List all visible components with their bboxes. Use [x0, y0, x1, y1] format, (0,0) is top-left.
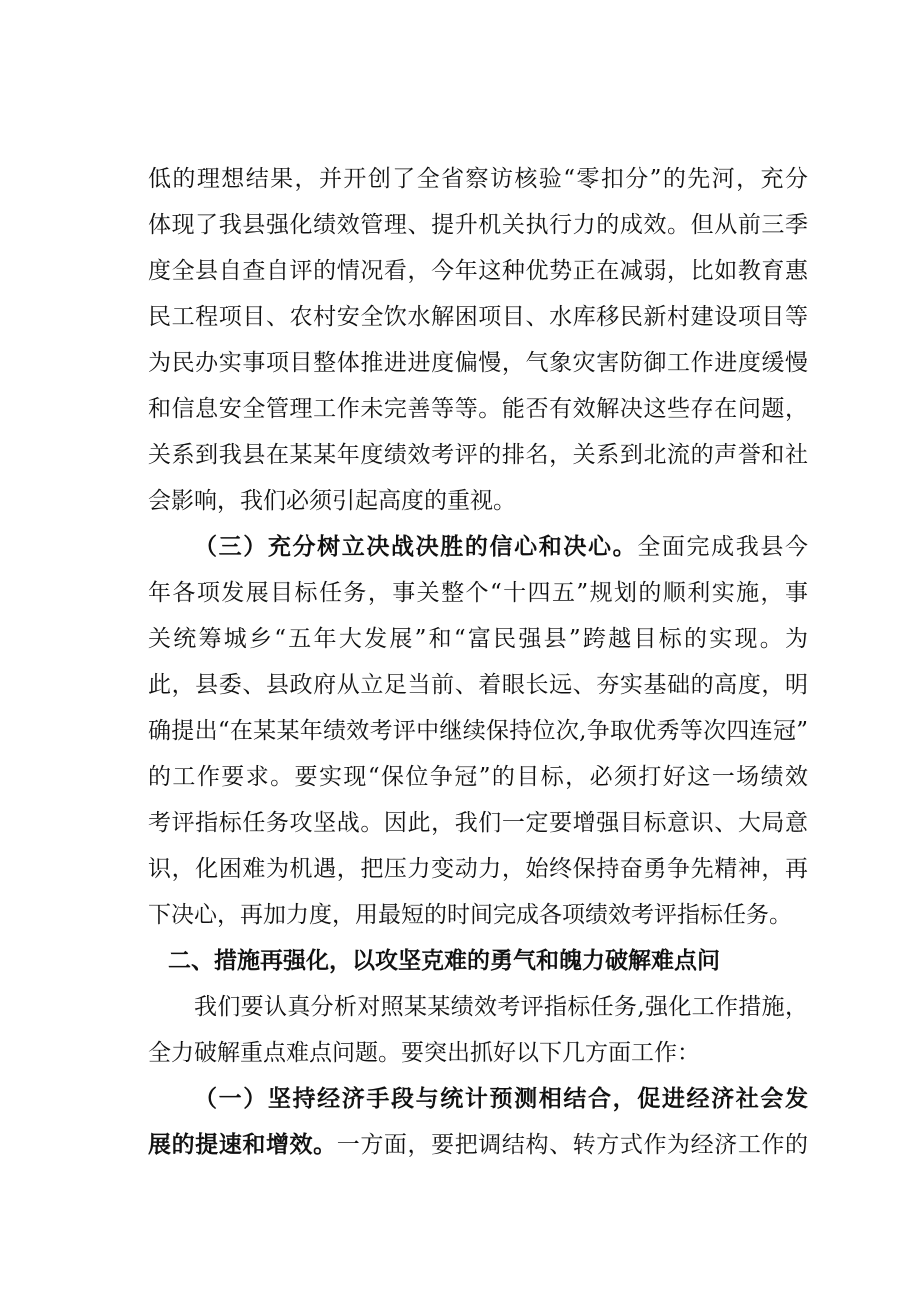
paragraph-line: 此，县委、县政府从立足当前、着眼长远、夯实基础的高度，明 — [148, 672, 808, 698]
paragraph-line: 关系到我县在某某年度绩效考评的排名，关系到北流的声誉和社 — [148, 442, 808, 468]
paragraph-line: 关统筹城乡“五年大发展”和“富民强县”跨越目标的实现。为 — [148, 626, 808, 652]
paragraph-line: 我们要认真分析对照某某绩效考评指标任务,强化工作措施， — [194, 994, 808, 1020]
paragraph-line: 的工作要求。要实现“保位争冠”的目标，必须打好这一场绩效 — [148, 764, 808, 790]
paragraph-line: 会影响，我们必须引起高度的重视。 — [148, 488, 516, 514]
subheading-line — [194, 1082, 808, 1116]
subheading-bold: （一）坚持经济手段与统计预测相结合，促进经济社会发 — [194, 1085, 808, 1112]
subheading-bold: 展的提速和增效。 — [148, 1131, 337, 1158]
paragraph-line: 考评指标任务攻坚战。因此，我们一定要增强目标意识、大局意 — [148, 810, 808, 836]
paragraph-line: 度全县自查自评的情况看，今年这种优势正在减弱，比如教育惠 — [148, 258, 808, 284]
subheading-bold: （三）充分树立决战决胜的信心和决心。 — [194, 533, 638, 560]
paragraph-line: 下决心，再加力度，用最短的时间完成各项绩效考评指标任务。 — [148, 902, 792, 928]
subheading-line: （三）充分树立决战决胜的信心和决心。全面完成我县今 — [194, 533, 808, 560]
paragraph-line: 识，化困难为机遇，把压力变动力，始终保持奋勇争先精神，再 — [148, 856, 808, 882]
subheading-line: 展的提速和增效。一方面，要把调结构、转方式作为经济工作的 — [148, 1131, 808, 1158]
paragraph-line: 和信息安全管理工作未完善等等。能否有效解决这些存在问题， — [148, 396, 808, 422]
paragraph-line: 体现了我县强化绩效管理、提升机关执行力的成效。但从前三季 — [148, 212, 808, 238]
section-heading: 二、措施再强化，以攻坚克难的勇气和魄力破解难点问 — [168, 948, 720, 974]
paragraph-line: 年各项发展目标任务，事关整个“十四五”规划的顺利实施，事 — [148, 580, 808, 606]
paragraph-line: 全力破解重点难点问题。要突出抓好以下几方面工作： — [148, 1040, 700, 1066]
paragraph-line: 低的理想结果，并开创了全省察访核验“零扣分”的先河，充分 — [148, 166, 808, 192]
paragraph-line: 为民办实事项目整体推进进度偏慢，气象灾害防御工作进度缓慢 — [148, 350, 808, 376]
paragraph-line: 民工程项目、农村安全饮水解困项目、水库移民新村建设项目等 — [148, 304, 808, 330]
paragraph-line: 确提出“在某某年绩效考评中继续保持位次,争取优秀等次四连冠” — [148, 718, 808, 744]
